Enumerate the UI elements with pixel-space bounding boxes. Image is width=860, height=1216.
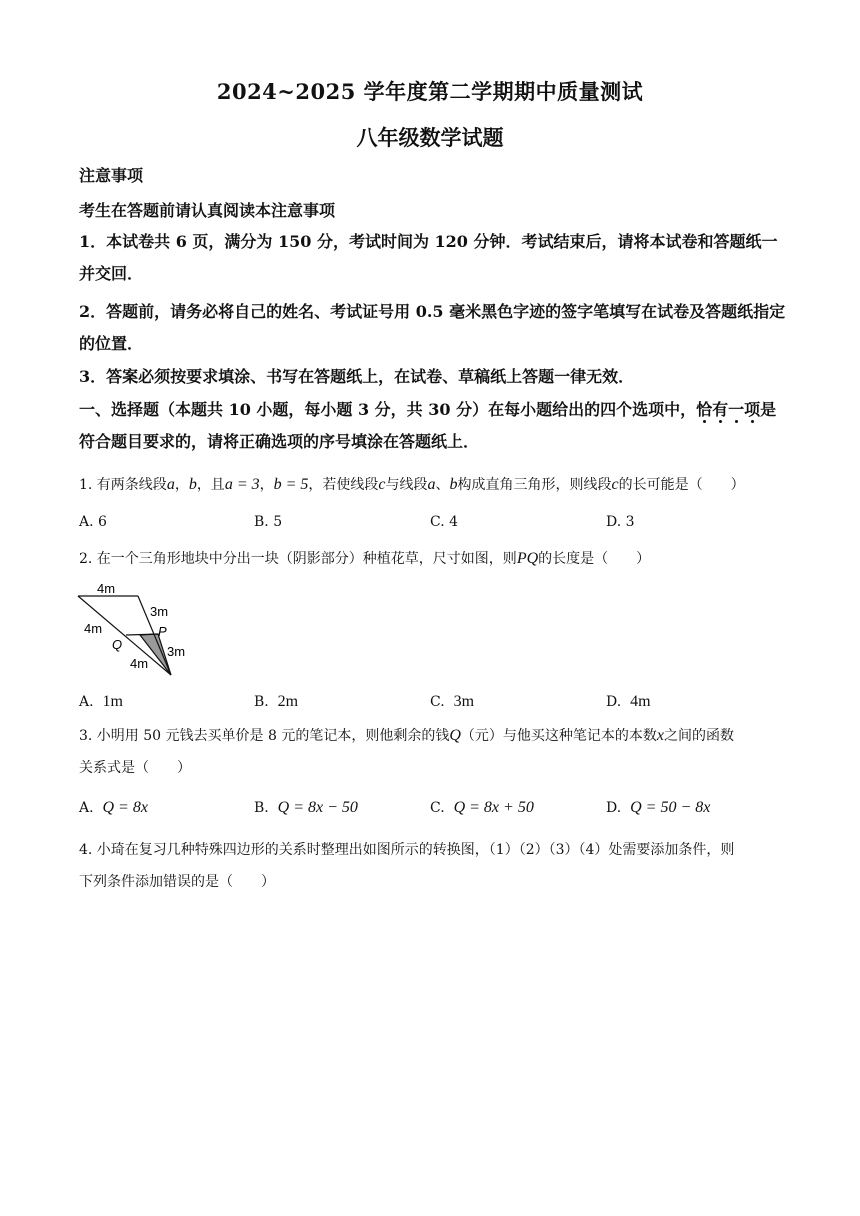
section-intro-emphasis	[696, 400, 760, 419]
question-3	[79, 720, 787, 784]
q3-option-a	[79, 799, 148, 817]
section-intro	[79, 394, 787, 458]
q1-text-1: 1. 有两条线段	[79, 477, 167, 493]
q1-text-4: 与线段	[385, 477, 428, 493]
q2-option-d	[606, 693, 651, 711]
q3-option-d-value: Q = 50 − 8x	[630, 799, 711, 816]
q1-comma-2: ，	[259, 477, 274, 493]
q3-option-b	[254, 799, 358, 817]
question-2	[79, 548, 650, 568]
q2-text-1: 2. 在一个三角形地块中分出一块（阴影部分）种植花草，尺寸如图，则	[79, 551, 517, 567]
q2-option-b-value: 2m	[277, 693, 299, 710]
emphasis-char-3: 项	[744, 400, 761, 419]
label-left: 4m	[84, 621, 103, 636]
q1-var-a-2: a	[427, 476, 436, 493]
exam-subtitle: 八年级数学试题	[356, 125, 504, 150]
q1-option-c: C. 4	[430, 514, 459, 530]
notice-heading: 注意事项	[79, 166, 144, 185]
q2-option-c-letter: C.	[430, 694, 445, 710]
section-intro-after: 是符合题目要求的，请将正确选项的序号填涂在答题纸上．	[79, 400, 777, 451]
q3-text-1: 3. 小明用 50 元钱去买单价是 8 元的笔记本，则他剩余的钱	[79, 728, 450, 744]
q2-option-d-letter: D.	[606, 694, 622, 710]
q1-var-b: b	[188, 476, 197, 493]
q1-text-2: ，且	[196, 477, 225, 493]
q2-option-a-value: 1m	[102, 693, 123, 710]
label-right-upper: 3m	[150, 604, 169, 619]
emphasis-char-1: 有	[712, 400, 729, 419]
q3-option-b-value: Q = 8x − 50	[277, 799, 358, 816]
q3-line-2: 关系式是（ ）	[79, 760, 191, 776]
q4-line-2: 下列条件添加错误的是（ ）	[79, 874, 275, 890]
q1-option-d: D. 3	[606, 514, 635, 530]
notice-intro: 考生在答题前请认真阅读本注意事项	[79, 201, 336, 220]
q3-text-2: （元）与他买这种笔记本的本数	[460, 728, 657, 744]
q1-var-c-2: c	[611, 476, 619, 493]
q2-option-a	[79, 693, 123, 711]
label-p: P	[158, 624, 167, 639]
q3-option-b-letter: B.	[254, 800, 269, 816]
q2-option-c-value: 3m	[453, 693, 475, 710]
q1-option-a: A. 6	[79, 514, 107, 530]
q1-option-b: B. 5	[254, 514, 283, 530]
q3-option-d	[606, 799, 710, 817]
question-4	[79, 834, 787, 898]
label-top: 4m	[97, 581, 116, 596]
q4-line-1: 4. 小琦在复习几种特殊四边形的关系时整理出如图所示的转换图，（1）（2）（3）（4）处需要添加条件，则	[79, 842, 735, 858]
q3-option-c	[430, 799, 534, 817]
q1-var-c: c	[378, 476, 386, 493]
q2-var-pq: PQ	[516, 550, 539, 567]
section-intro-before: 一、选择题（本题共 10 小题，每小题 3 分，共 30 分）在每小题给出的四个选项中，	[79, 400, 697, 419]
q2-triangle-figure	[74, 578, 204, 680]
notice-item-1: 1．本试卷共 6 页，满分为 150 分，考试时间为 120 分钟．考试结束后，请将本试卷和答题纸一并交回．	[79, 232, 778, 283]
q3-option-a-letter: A.	[79, 800, 94, 816]
notice-item-2: 2．答题前，请务必将自己的姓名、考试证号用 0.5 毫米黑色字迹的签字笔填写在试卷及答题纸指定的位置．	[79, 302, 786, 353]
notice-item-3: 3．答案必须按要求填涂、书写在答题纸上，在试卷、草稿纸上答题一律无效．	[79, 367, 635, 386]
emphasis-char-2: 一	[728, 400, 745, 419]
q3-option-a-value: Q = 8x	[102, 799, 148, 816]
q3-text-3: 之间的函数	[664, 728, 735, 744]
q1-var-a: a	[166, 476, 175, 493]
q2-option-d-value: 4m	[630, 693, 651, 710]
q2-option-a-letter: A.	[79, 694, 94, 710]
label-right-lower: 3m	[167, 644, 186, 659]
q2-option-b-letter: B.	[254, 694, 269, 710]
q2-option-b	[254, 693, 298, 711]
label-q: Q	[112, 637, 123, 652]
q1-text-3: ，若使线段	[308, 477, 379, 493]
q1-comma-1: ，	[174, 477, 189, 493]
q1-text-7: 的长可能是（ ）	[618, 477, 745, 493]
q1-text-6: 构成直角三角形，则线段	[457, 477, 612, 493]
q1-text-5: 、	[435, 477, 450, 493]
q1-eq-a: a = 3	[224, 476, 260, 493]
q3-option-c-letter: C.	[430, 800, 445, 816]
emphasis-char-0: 恰	[696, 400, 713, 419]
label-bottom-left: 4m	[130, 656, 149, 671]
q2-option-c	[430, 693, 474, 711]
q3-option-c-value: Q = 8x + 50	[453, 799, 534, 816]
q3-var-q: Q	[449, 727, 461, 744]
q3-var-x: x	[656, 727, 665, 744]
q3-line-1	[79, 720, 787, 752]
q2-text-2: 的长度是（ ）	[538, 551, 651, 567]
q1-var-b-2: b	[449, 476, 458, 493]
question-1	[79, 474, 745, 494]
q1-eq-b: b = 5	[273, 476, 309, 493]
q3-option-d-letter: D.	[606, 800, 622, 816]
exam-title: 2024~2025 学年度第二学期期中质量测试	[216, 79, 644, 104]
